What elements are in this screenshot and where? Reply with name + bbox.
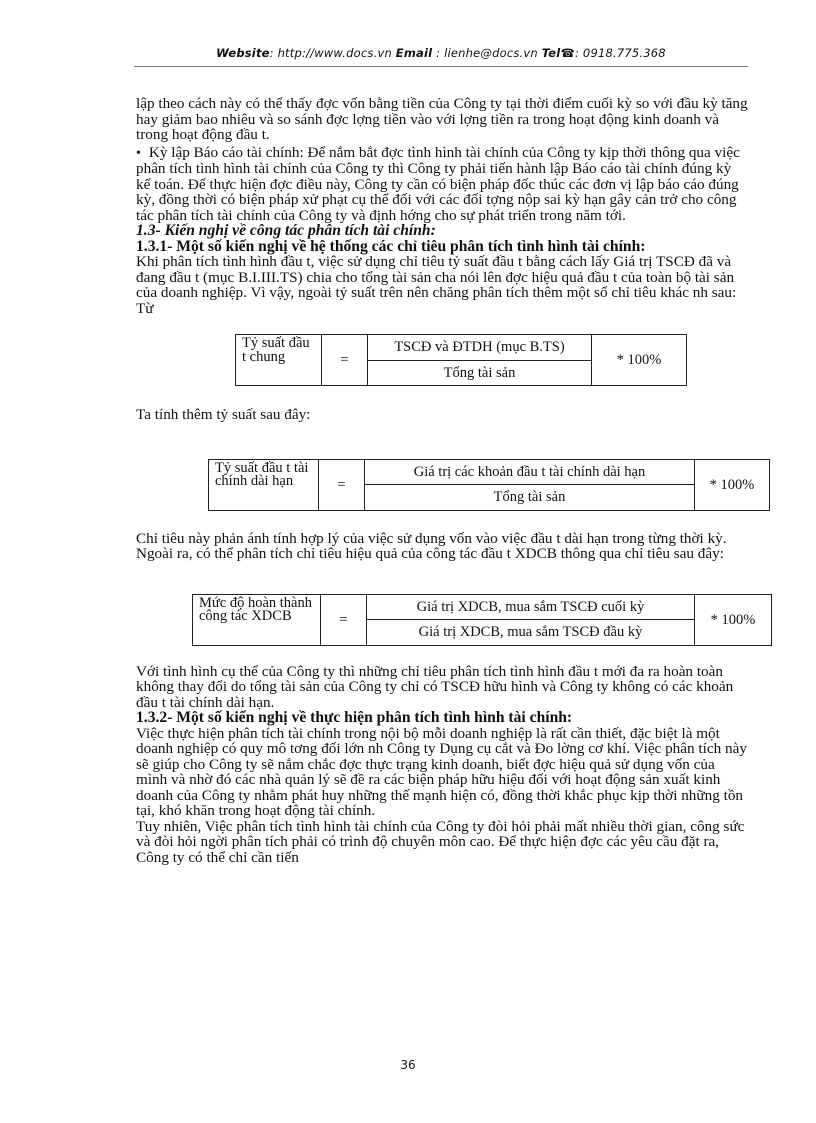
paragraph-8: Việc thực hiện phân tích tài chính trong nội bộ mỗi doanh nghiệp là rất cần thiết, đặc biệt là một doanh nghiệp có quy mô tơng đối lớn nh Công ty Dụng cụ cắt và Đo lờng cơ khí. Việc phân tích này sẽ giúp cho Công ty sẽ nắm chắc đợc thực trạng kinh doanh, biết đợc hiệu quả sử dụng vốn của mình và nhờ đó các nhà quản lý sẽ đề ra các biện pháp hữu hiệu đối với hoạt động sản xuất kinh doanh của Công ty nhằm phát huy những thế mạnh hiện có, đồng thời khắc phục kịp thời những tồn tại, khó khăn trong hoạt động tài chính. [136,724,747,819]
header-divider [134,66,748,67]
paragraph-2: Kỳ lập Báo cáo tài chính: Để nắm bắt đợc tình hình tài chính của Công ty kịp thời thông qua việc phân tích tình hình tài chính của Công ty thì Công ty phải tiến hành lập Báo cáo tài chính đúng kỳ kế toán. Để thực hiện đợc điều này, Công ty cần có biện pháp đốc thúc các đơn vị lập báo cáo đúng kỳ, đồng thời có biện pháp xử phạt cụ thể đối với các đối tợng nộp sai kỳ hạn gây cản trở cho công tác phân tích tài chính của Công ty và định hớng cho sự phát triển trong năm tới. [136,143,740,224]
email-value: : lienhe@docs.vn [432,46,542,60]
website-label: Website [216,46,270,60]
formula-1-numerator: TSCĐ và ĐTDH (mục B.TS) [368,335,591,361]
formula-3-label: Mức độ hoàn thành công tác XDCB [193,595,321,645]
paragraph-7: Với tình hình cụ thể của Công ty thì những chỉ tiêu phân tích tình hình đầu t mới đa ra hoàn toàn không thay đổi do tổng tài sản của Công ty chỉ có TSCĐ hữu hình và Công ty không có các khoản đầu t tài chính dài hạn. [136,662,734,711]
tel-value: ☎: 0918.775.368 [560,46,666,60]
formula-2-label: Tỷ suất đầu t tài chính dài hạn [209,460,319,510]
website-value: : http://www.docs.vn [269,46,392,60]
formula-2-denominator: Tổng tài sản [493,489,566,506]
formula-3-denominator: Giá trị XDCB, mua sắm TSCĐ đầu kỳ [418,624,643,641]
formula-2-numerator: Giá trị các khoản đầu t tài chính dài hạn [365,460,694,486]
page-number: 36 [400,1058,416,1072]
bullet-icon: • [136,145,141,161]
formula-1-equals: = [322,335,368,385]
page-header [134,46,748,60]
document-body [136,95,756,866]
paragraph-9: Tuy nhiên, Việc phân tích tình hình tài chính của Công ty đòi hỏi phải mất nhiều thời gian, công sức và đòi hỏi ngời phân tích phải có trình độ chuyên môn cao. Để thực hiện đợc các yêu cầu đặt ra, Công ty có thể chỉ cần tiến [136,817,745,866]
paragraph-6: Ngoài ra, có thể phân tích chỉ tiêu hiệu quả của công tác đầu t XDCB thông qua chỉ tiêu sau đây: [136,545,724,562]
formula-table-2 [208,459,770,511]
paragraph-4: Ta tính thêm tỷ suất sau đây: [136,406,311,423]
paragraph-1: lập theo cách này có thể thấy đợc vốn bằng tiền của Công ty tại thời điểm cuối kỳ so với đầu kỳ tăng hay giảm bao nhiêu và so sánh đợc lợng tiền vào với lợng tiền ra trong hoạt động kinh doanh và trong hoạt động đầu t. [136,95,748,143]
formula-1-fraction [368,335,592,385]
formula-table-3 [192,594,772,646]
email-label: Email [395,46,433,60]
formula-2-equals: = [319,460,365,510]
formula-3-equals: = [321,595,367,645]
formula-3-numerator: Giá trị XDCB, mua sắm TSCĐ cuối kỳ [367,595,694,621]
tel-label: Tel [541,46,561,60]
formula-1-label: Tỷ suất đầu t chung [236,335,322,385]
paragraph-5: Chỉ tiêu này phản ánh tính hợp lý của việc sử dụng vốn vào việc đầu t dài hạn trong từng thời kỳ. [136,529,727,547]
formula-2-multiplier: * 100% [709,476,755,493]
bullet-paragraph [136,145,748,224]
formula-1-multiplier: * 100% [616,352,662,368]
formula-2-fraction [365,460,695,510]
formula-1-denominator: Tổng tài sản [443,364,516,381]
formula-3-multiplier: * 100% [710,611,756,628]
formula-3-fraction [367,595,695,645]
section-heading-1-3-1: 1.3.1- Một số kiến nghị về hệ thống các chỉ tiêu phân tích tình hình tài chính: [136,237,646,255]
section-heading-1-3: 1.3- Kiến nghị về công tác phân tích tài chính: [136,222,436,239]
paragraph-3: Khi phân tích tình hình đầu t, việc sử dụng chỉ tiêu tỷ suất đầu t bằng cách lấy Giá trị TSCĐ đã và đang đầu t (mục B.I.III.TS) chia cho tổng tài sản cha nói lên đợc hiệu quả đầu t của toàn bộ tài sản của doanh nghiệp. Vì vậy, ngoài tỷ suất trên nên chăng phân tích thêm một số chỉ tiêu khác nh sau: Từ [136,253,737,317]
formula-table-1 [235,334,687,386]
section-heading-1-3-2: 1.3.2- Một số kiến nghị về thực hiện phân tích tình hình tài chính: [136,709,573,726]
